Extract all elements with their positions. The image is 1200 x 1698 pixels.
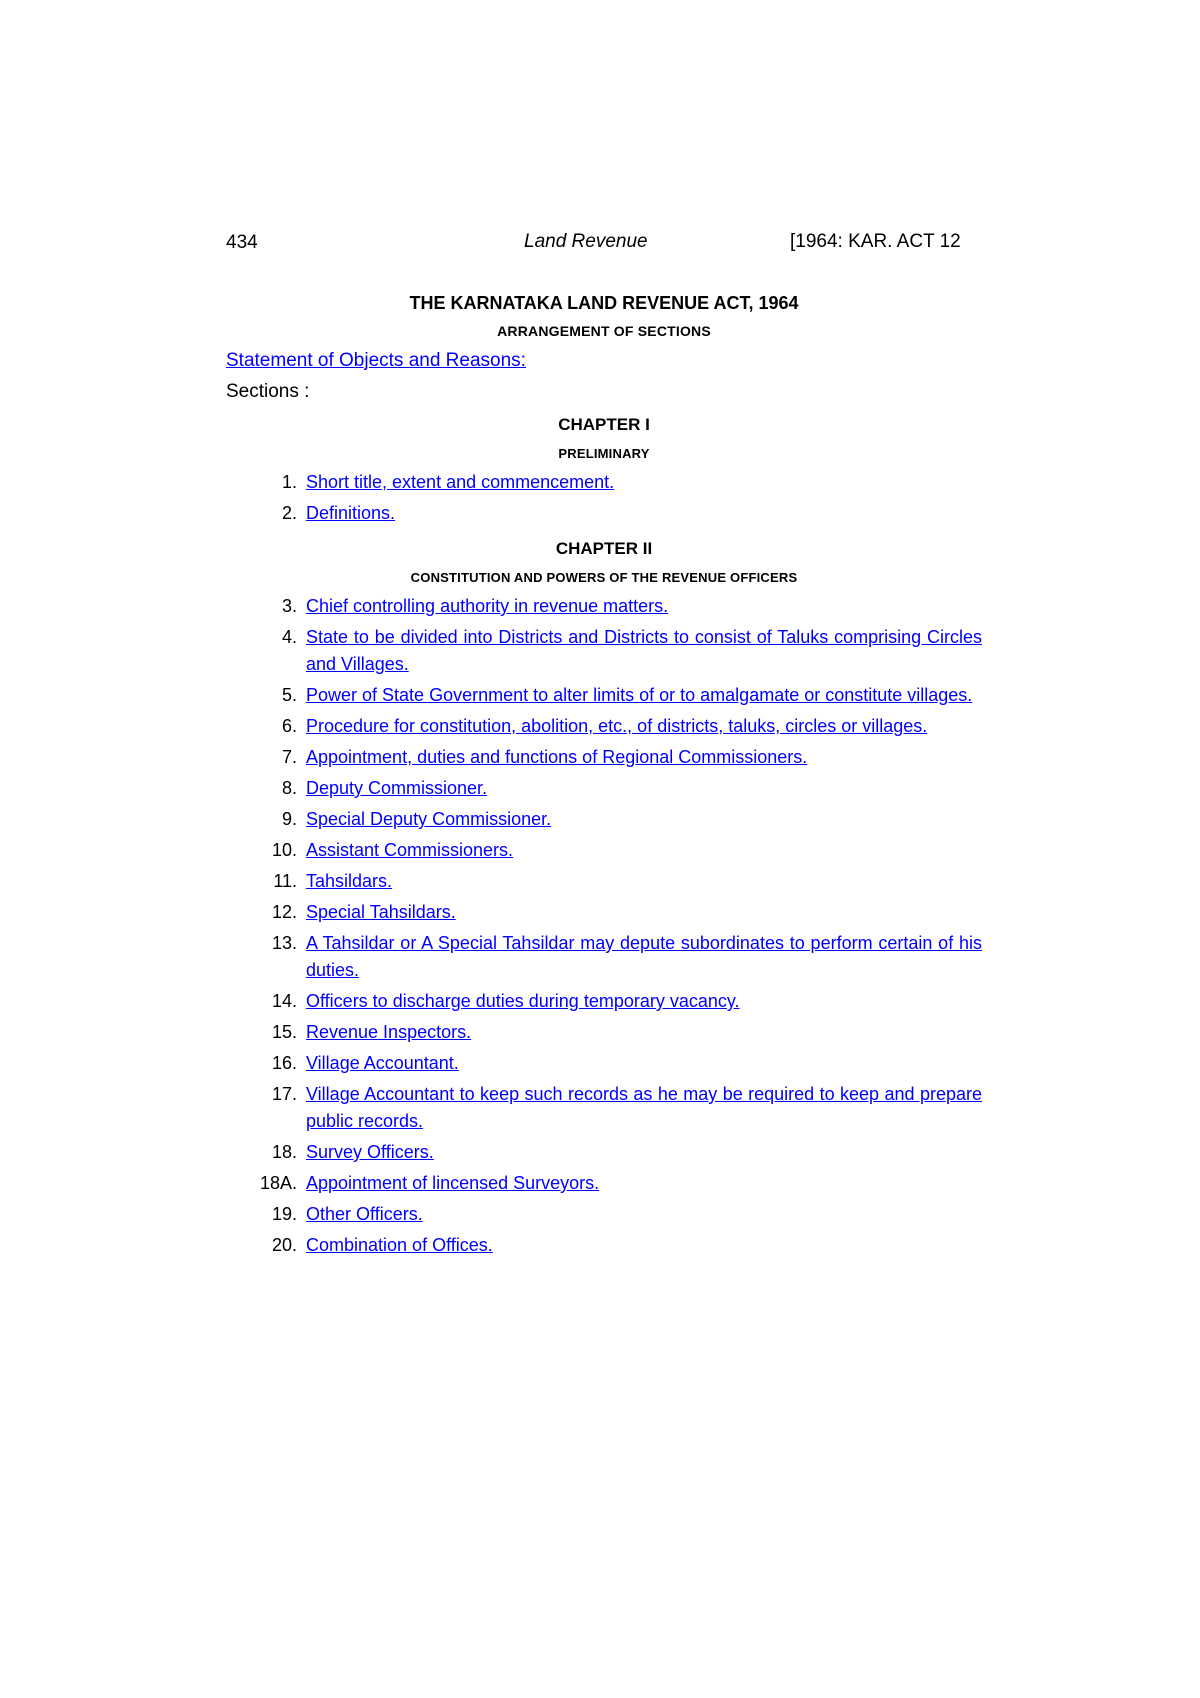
- section-number: 7.: [281, 747, 297, 767]
- document-page: [226, 226, 982, 1263]
- section-number: 14.: [271, 991, 297, 1011]
- section-number: 16.: [271, 1053, 297, 1073]
- section-number: 1.: [281, 472, 297, 492]
- section-entry: [226, 593, 982, 620]
- section-entry: [226, 1232, 982, 1259]
- section-number: 9.: [281, 809, 297, 829]
- section-entry: [226, 930, 982, 984]
- section-link[interactable]: Other Officers.: [306, 1204, 423, 1224]
- section-list: [226, 469, 982, 527]
- section-link[interactable]: Special Deputy Commissioner.: [306, 809, 552, 829]
- section-list: [226, 593, 982, 1259]
- section-number: 13.: [271, 933, 297, 953]
- sections-label: Sections :: [226, 381, 310, 402]
- section-number: 18.: [271, 1142, 297, 1162]
- section-entry: [226, 1019, 982, 1046]
- section-link[interactable]: Special Tahsildars.: [306, 902, 456, 922]
- section-entry: [226, 624, 982, 678]
- section-number: 11.: [273, 871, 297, 891]
- section-link[interactable]: Chief controlling authority in revenue matters.: [306, 596, 669, 616]
- section-link[interactable]: State to be divided into Districts and Districts to consist of Taluks comprising Circles and Villages.: [306, 627, 982, 674]
- running-header: [226, 226, 982, 266]
- section-entry: [226, 899, 982, 926]
- section-link[interactable]: Short title, extent and commencement.: [306, 472, 615, 492]
- section-entry: [226, 775, 982, 802]
- section-entry: [226, 1050, 982, 1077]
- act-title: THE KARNATAKA LAND REVENUE ACT, 1964: [409, 293, 799, 313]
- section-number: 6.: [281, 716, 297, 736]
- section-link[interactable]: Tahsildars.: [306, 871, 393, 891]
- section-number: 19.: [271, 1204, 297, 1224]
- section-entry: [226, 713, 982, 740]
- section-link[interactable]: Village Accountant.: [306, 1053, 459, 1073]
- section-link[interactable]: Appointment, duties and functions of Regional Commissioners.: [306, 747, 808, 767]
- section-entry: [226, 988, 982, 1015]
- section-link[interactable]: Definitions.: [306, 503, 396, 523]
- section-entry: [226, 1139, 982, 1166]
- section-entry: [226, 1081, 982, 1135]
- section-link[interactable]: Officers to discharge duties during temporary vacancy.: [306, 991, 740, 1011]
- section-link[interactable]: Revenue Inspectors.: [306, 1022, 472, 1042]
- arrangement-heading: ARRANGEMENT OF SECTIONS: [497, 323, 711, 339]
- section-number: 15.: [271, 1022, 297, 1042]
- section-entry: [226, 500, 982, 527]
- section-link[interactable]: Procedure for constitution, abolition, etc., of districts, taluks, circles or villages.: [306, 716, 928, 736]
- chapter-subtitle: PRELIMINARY: [558, 446, 650, 461]
- chapter-1: [226, 415, 982, 527]
- section-entry: [226, 1201, 982, 1228]
- chapter-title: CHAPTER II: [555, 539, 653, 558]
- section-link[interactable]: Village Accountant to keep such records as he may be required to keep and prepare public records.: [306, 1084, 982, 1131]
- section-entry: [226, 868, 982, 895]
- section-number: 18A.: [259, 1173, 297, 1193]
- running-title: Land Revenue: [524, 231, 648, 252]
- section-link[interactable]: Combination of Offices.: [306, 1235, 493, 1255]
- section-entry: [226, 806, 982, 833]
- section-link[interactable]: Appointment of lincensed Surveyors.: [306, 1173, 600, 1193]
- chapter-subtitle: CONSTITUTION AND POWERS OF THE REVENUE OFFICERS: [410, 570, 798, 585]
- section-entry: [226, 1170, 982, 1197]
- page-number: 434: [226, 232, 258, 253]
- section-link[interactable]: Power of State Government to alter limits of or to amalgamate or constitute villages.: [306, 685, 973, 705]
- section-number: 10.: [271, 840, 297, 860]
- section-link[interactable]: A Tahsildar or A Special Tahsildar may depute subordinates to perform certain of his duties.: [306, 933, 982, 980]
- section-link[interactable]: Assistant Commissioners.: [306, 840, 514, 860]
- section-number: 2.: [281, 503, 297, 523]
- section-link[interactable]: Deputy Commissioner.: [306, 778, 488, 798]
- section-entry: [226, 837, 982, 864]
- section-entry: [226, 682, 982, 709]
- section-number: 4.: [281, 627, 297, 647]
- section-number: 8.: [281, 778, 297, 798]
- objects-and-reasons-link[interactable]: Statement of Objects and Reasons:: [226, 350, 526, 371]
- section-entry: [226, 744, 982, 771]
- chapter-title: CHAPTER I: [558, 415, 650, 434]
- act-reference: [1964: KAR. ACT 12: [790, 231, 961, 252]
- section-number: 12.: [271, 902, 297, 922]
- section-number: 3.: [281, 596, 297, 616]
- section-number: 5.: [281, 685, 297, 705]
- section-number: 17.: [271, 1084, 297, 1104]
- section-number: 20.: [271, 1235, 297, 1255]
- section-link[interactable]: Survey Officers.: [306, 1142, 434, 1162]
- section-entry: [226, 469, 982, 496]
- chapter-2: [226, 539, 982, 1259]
